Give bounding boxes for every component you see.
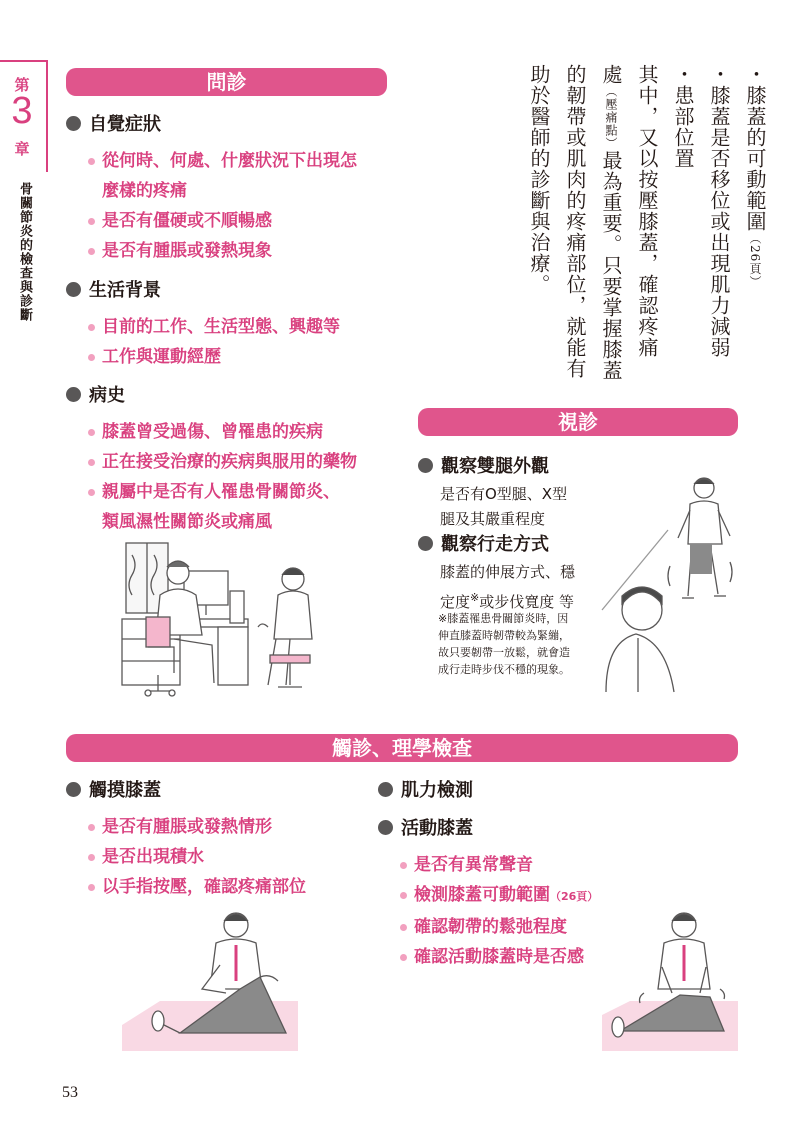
heading-text: 觸摸膝蓋 bbox=[89, 780, 161, 801]
list-item: 是否有僵硬或不順暢感 bbox=[86, 206, 426, 236]
bullet-dot-icon bbox=[66, 782, 81, 797]
shizhen-group-legs bbox=[418, 452, 618, 532]
vertical-line bbox=[737, 64, 773, 394]
list-item: 從何時、何處、什麼狀況下出現怎 bbox=[86, 146, 426, 176]
note-line: 伸直膝蓋時韌帶較為緊繃， bbox=[438, 629, 570, 642]
section-header-wenzhen: 問診 bbox=[66, 68, 387, 96]
list-item: 以手指按壓，確認疼痛部位 bbox=[86, 872, 386, 902]
knee-palpation-illustration bbox=[120, 905, 300, 1051]
chapter-number: 3 bbox=[11, 90, 33, 132]
list-item-continuation: 麼樣的疼痛 bbox=[102, 181, 187, 201]
vertical-line: 的韌帶或肌肉的疼痛部位，就能有 bbox=[563, 64, 587, 379]
shizhen-group-walking bbox=[418, 530, 618, 615]
list-item-continuation: 類風濕性關節炎或痛風 bbox=[102, 512, 272, 532]
heading-text: 活動膝蓋 bbox=[401, 818, 473, 839]
text-annotation: （壓痛點） bbox=[604, 85, 618, 150]
group-heading bbox=[378, 814, 738, 840]
text-part: 最為重要。只要掌握膝蓋 bbox=[599, 150, 623, 381]
list-item: 確認韌帶的鬆弛程度 bbox=[398, 912, 738, 942]
heading-text: 肌力檢測 bbox=[401, 780, 473, 801]
heading-text: 觀察雙腿外觀 bbox=[441, 456, 549, 477]
body-line: 腿及其嚴重程度 bbox=[440, 510, 546, 528]
bullet-dot-icon bbox=[418, 458, 433, 473]
observing-walk-illustration bbox=[598, 470, 748, 695]
bullet-dot-icon bbox=[66, 116, 81, 131]
list-item: 是否出現積水 bbox=[86, 842, 386, 872]
item-text: 檢測膝蓋可動範圍 bbox=[414, 885, 550, 905]
chuzhen-group-strength bbox=[378, 776, 738, 802]
list-item: 膝蓋曾受過傷、曾罹患的疾病 bbox=[86, 417, 426, 447]
note-mark: ※ bbox=[470, 591, 480, 604]
wenzhen-group-symptoms bbox=[66, 110, 426, 266]
chapter-label-di: 第 bbox=[14, 76, 30, 94]
list-item: 目前的工作、生活型態、興趣等 bbox=[86, 312, 426, 342]
list-item: 確認活動膝蓋時是否感 bbox=[398, 942, 738, 972]
chapter-label-zhang: 章 bbox=[14, 140, 30, 158]
heading-text: 生活背景 bbox=[89, 280, 161, 301]
heading-text: 病史 bbox=[89, 385, 125, 406]
body-line: 是否有O型腿、X型 bbox=[440, 485, 568, 503]
group-heading bbox=[66, 110, 426, 136]
bullet-dot-icon bbox=[418, 536, 433, 551]
bullet-dot-icon bbox=[66, 282, 81, 297]
wenzhen-group-lifestyle bbox=[66, 276, 426, 372]
vertical-line bbox=[593, 64, 629, 394]
note-line: 成行走時步伐不穩的現象。 bbox=[438, 663, 570, 676]
body-line: 膝蓋的伸展方式、穩 bbox=[440, 563, 576, 581]
list-item: 是否有腫脹或發熱現象 bbox=[86, 236, 426, 266]
shizhen-footnote bbox=[438, 610, 598, 678]
vertical-line: 其中，又以按壓膝蓋，確認疼痛 bbox=[635, 64, 659, 358]
note-line: ※膝蓋罹患骨關節炎時，因 bbox=[438, 612, 569, 625]
chapter-title: 骨關節炎的檢查與診斷 bbox=[17, 182, 32, 322]
note-line: 故只要韌帶一放鬆，就會造 bbox=[438, 646, 570, 659]
text-part: ・膝蓋的可動範圍 bbox=[743, 64, 767, 232]
wenzhen-group-history bbox=[66, 381, 426, 537]
doctor-consultation-illustration bbox=[118, 535, 338, 700]
bullet-dot-icon bbox=[66, 387, 81, 402]
bullet-dot-icon bbox=[378, 782, 393, 797]
page-reference: （26頁） bbox=[748, 232, 762, 289]
group-heading bbox=[418, 452, 618, 478]
vertical-line: ・膝蓋是否移位或出現肌力減弱 bbox=[707, 64, 731, 358]
section-header-shizhen: 視診 bbox=[418, 408, 738, 436]
bullet-dot-icon bbox=[378, 820, 393, 835]
page-reference: （26頁） bbox=[550, 890, 599, 903]
knee-movement-illustration bbox=[600, 905, 740, 1051]
heading-text: 觀察行走方式 bbox=[441, 534, 549, 555]
group-heading bbox=[418, 530, 618, 556]
vertical-line: 助於醫師的診斷與治療。 bbox=[527, 64, 551, 295]
list-item: 親屬中是否有人罹患骨關節炎、 bbox=[86, 477, 426, 507]
chuzhen-group-touch bbox=[66, 776, 386, 902]
group-heading bbox=[66, 776, 386, 802]
text-part: 或步伐寬度 等 bbox=[479, 593, 575, 611]
group-heading bbox=[66, 276, 426, 302]
vertical-explanation-text bbox=[523, 64, 773, 394]
group-heading bbox=[378, 776, 738, 802]
list-item: 工作與運動經歷 bbox=[86, 342, 426, 372]
text-part: 定度 bbox=[440, 593, 471, 611]
list-item: 是否有異常聲音 bbox=[398, 850, 738, 880]
vertical-line: ・患部位置 bbox=[671, 64, 695, 169]
heading-text: 自覺症狀 bbox=[89, 114, 161, 135]
group-heading bbox=[66, 381, 426, 407]
list-item: 正在接受治療的疾病與服用的藥物 bbox=[86, 447, 426, 477]
text-part: 處 bbox=[599, 64, 623, 85]
section-header-chuzhen: 觸診、理學檢查 bbox=[66, 734, 738, 762]
list-item: 是否有腫脹或發熱情形 bbox=[86, 812, 386, 842]
page-number: 53 bbox=[62, 1084, 78, 1101]
